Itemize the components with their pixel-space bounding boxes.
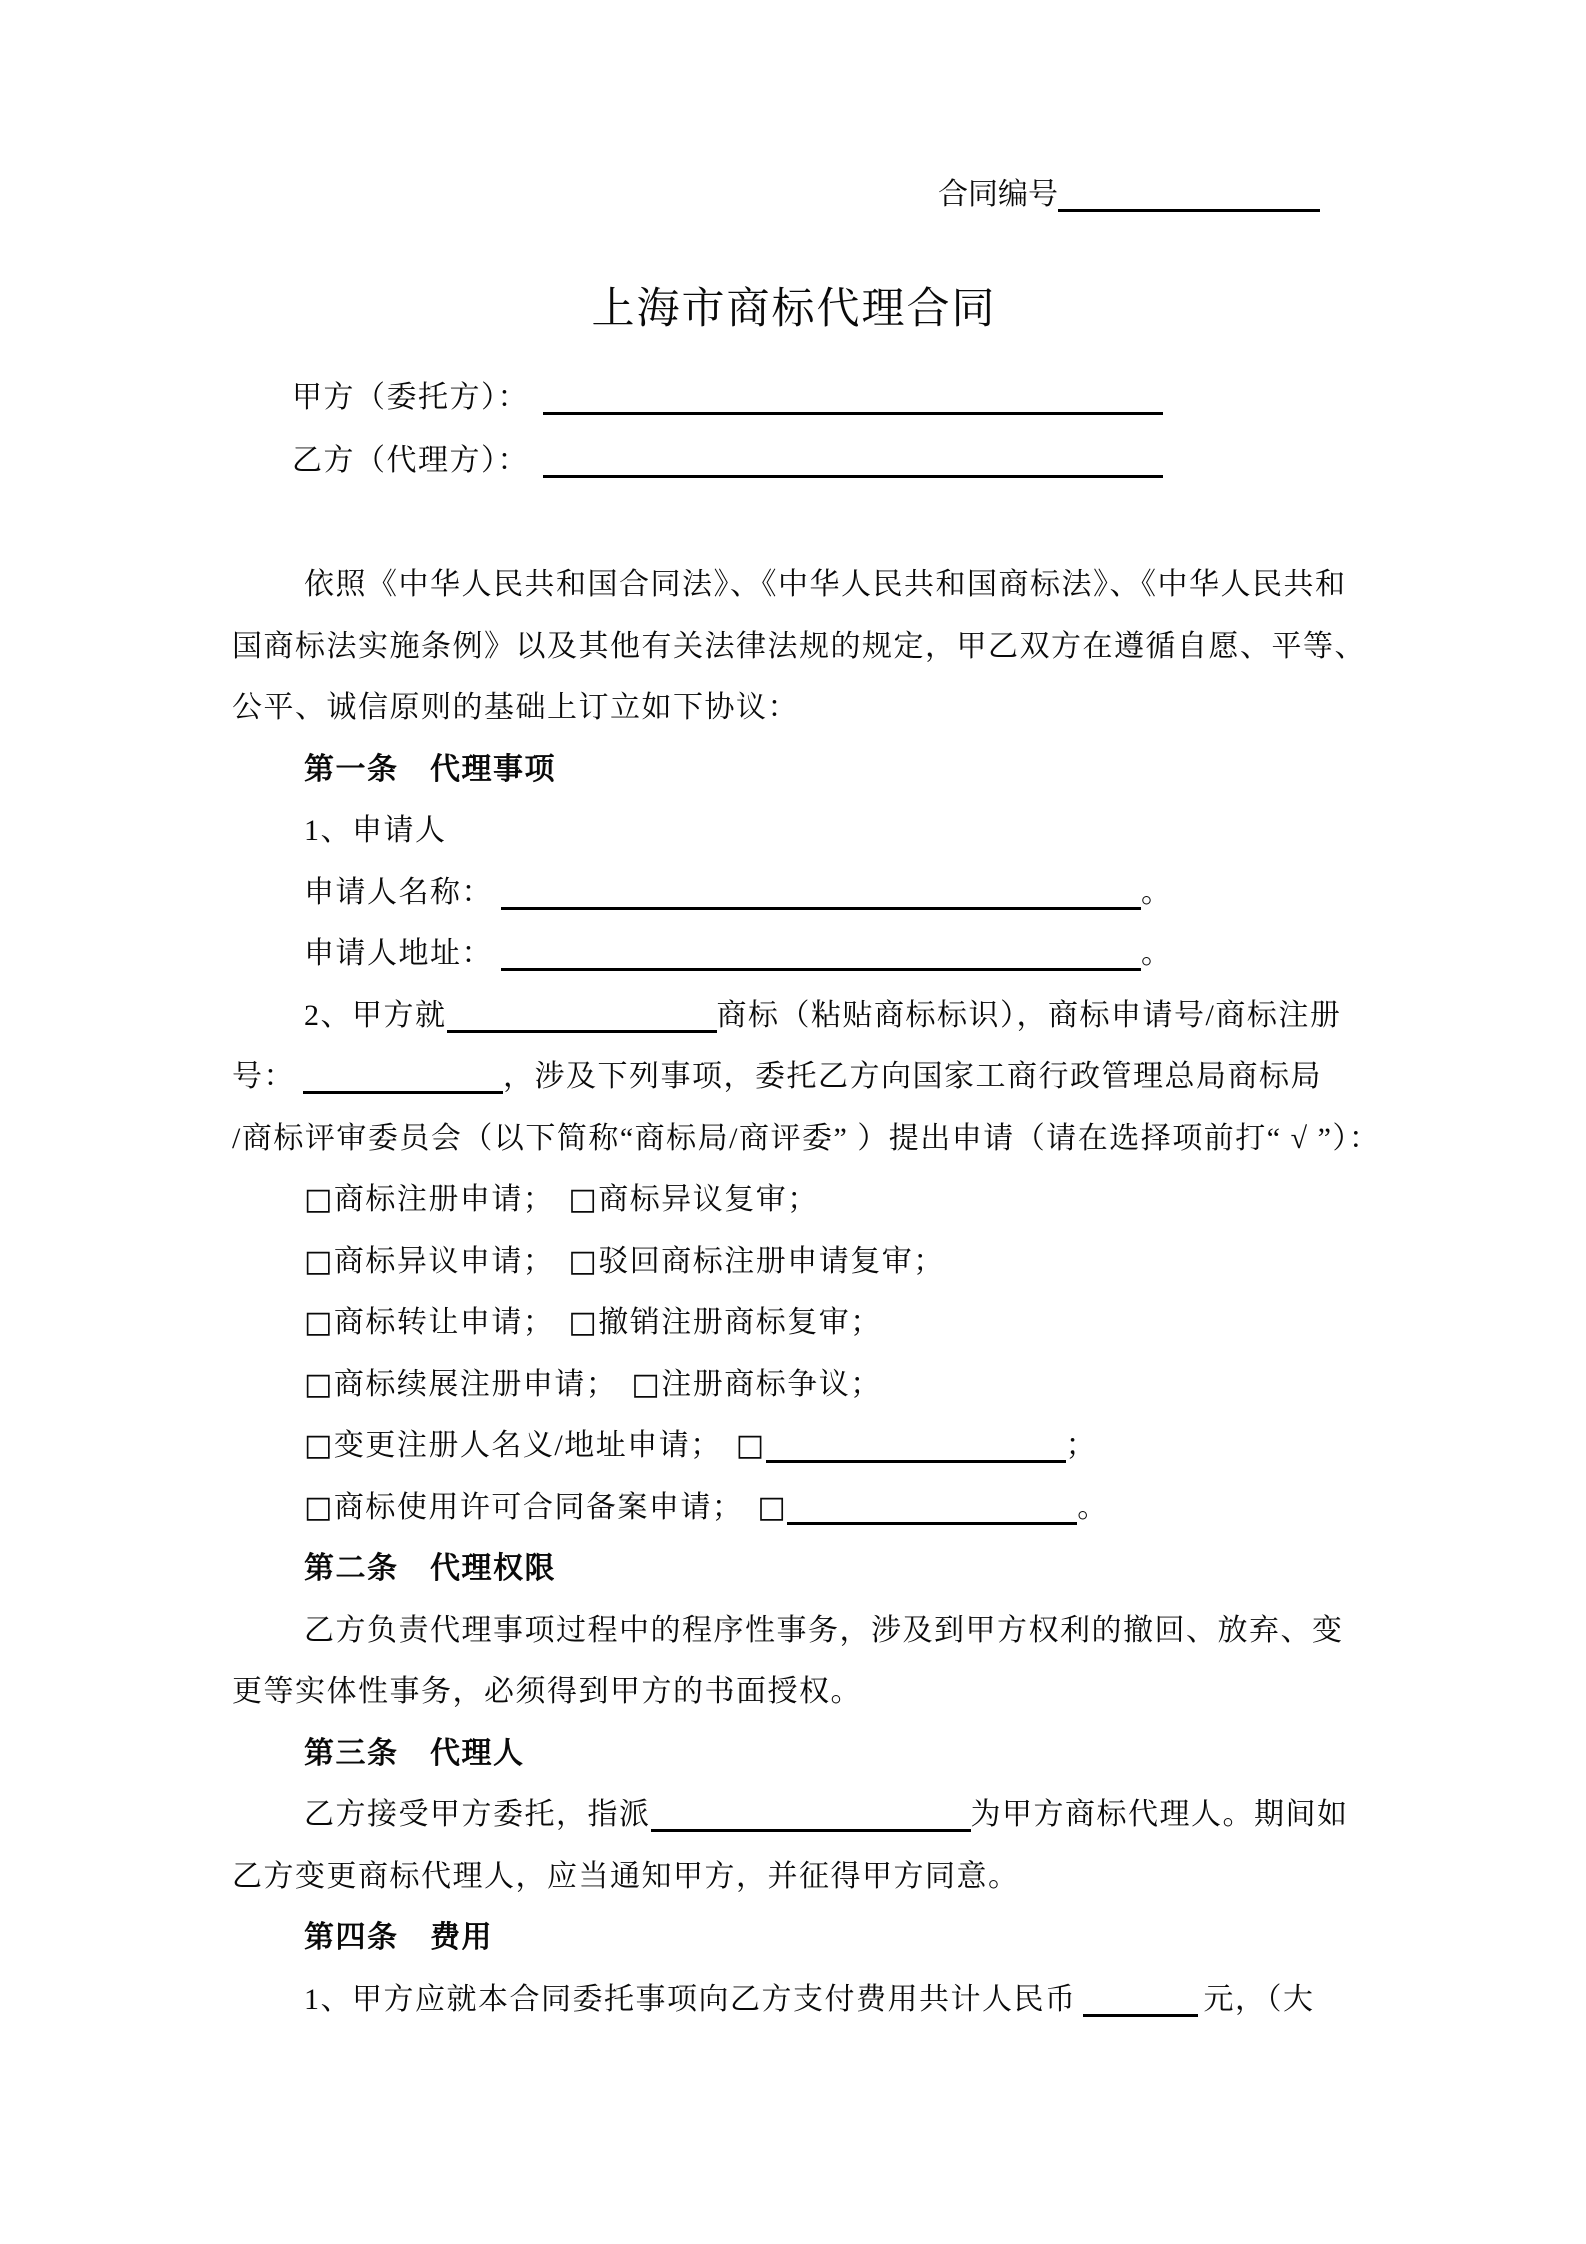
party-b-label: 乙方（代理方）：	[292, 444, 529, 477]
article-3-line-1	[232, 1784, 1586, 1846]
fee-amount-blank[interactable]	[1083, 2012, 1198, 2017]
article-3-heading: 第三条 代理人	[304, 1736, 525, 1770]
article-4-heading: 第四条 费用	[304, 1921, 493, 1954]
option-row-1	[232, 1169, 1586, 1231]
option-row-6	[232, 1477, 1586, 1539]
applicant-name-blank[interactable]	[501, 905, 1141, 910]
option-row-4	[232, 1354, 1586, 1416]
option-row-5	[232, 1415, 1586, 1477]
parties-block	[232, 366, 1586, 492]
clause-2-line-3: /商标评审委员会（以下简称“商标局/商评委” ）提出申请（请在选择项前打“ √ ”）：	[232, 1121, 1381, 1155]
checkbox-icon[interactable]: □	[757, 1489, 788, 1525]
preamble-line-2: 国商标法实施条例》以及其他有关法律法规的规定，甲乙双方在遵循自愿、平等、	[232, 629, 1366, 663]
contract-number-row	[232, 165, 1356, 225]
clause-2-text-c: ，涉及下列事项，委托乙方向国家工商行政管理总局商标局	[503, 1060, 1322, 1093]
registration-number-blank[interactable]	[303, 1089, 503, 1094]
option-label: 商标续展注册申请；	[333, 1367, 618, 1401]
checkbox-icon[interactable]: □	[568, 1305, 599, 1340]
party-a-blank[interactable]	[543, 410, 1163, 415]
option-label: 撤销注册商标复审；	[598, 1306, 882, 1339]
applicant-address-row	[232, 923, 1586, 985]
applicant-name-period: 。	[1141, 875, 1173, 909]
page-title: 上海市商标代理合同	[591, 285, 997, 333]
checkbox-icon[interactable]: □	[735, 1428, 766, 1463]
clause-2-regno-label: 号：	[232, 1060, 295, 1093]
option-row-3	[232, 1292, 1586, 1354]
checkbox-icon[interactable]: □	[304, 1489, 334, 1525]
article-3-text-a: 乙方接受甲方委托，指派	[304, 1798, 651, 1831]
applicant-address-blank[interactable]	[501, 966, 1141, 971]
clause-2-text-a: 2、甲方就	[304, 998, 447, 1032]
party-b-blank[interactable]	[543, 473, 1163, 478]
article-3-line-2: 乙方变更商标代理人，应当通知甲方，并征得甲方同意。	[232, 1859, 1020, 1893]
contract-number-blank[interactable]	[1058, 207, 1320, 212]
checkbox-icon[interactable]: □	[304, 1243, 334, 1279]
article-4-text-a: 1、甲方应就本合同委托事项向乙方支付费用共计人民币	[304, 1982, 1077, 2016]
applicant-address-period: 。	[1141, 937, 1173, 970]
article-4-line-1	[232, 1969, 1586, 2031]
applicant-address-label: 申请人地址：	[304, 937, 493, 970]
clause-2-line-1	[232, 985, 1586, 1047]
option-label: 商标异议复审；	[598, 1183, 819, 1216]
article-2-line-2: 更等实体性事务，必须得到甲方的书面授权。	[232, 1675, 862, 1708]
preamble-line-3: 公平、诚信原则的基础上订立如下协议：	[232, 691, 799, 724]
option-label: 商标转让申请；	[333, 1306, 555, 1339]
clause-2-text-b: 商标（粘贴商标标识），商标申请号/商标注册	[716, 998, 1342, 1032]
checkbox-icon[interactable]: □	[304, 1366, 334, 1402]
trademark-name-blank[interactable]	[447, 1028, 717, 1033]
article-4-text-b: 元，（大	[1203, 1982, 1315, 2016]
other-application-blank[interactable]	[766, 1458, 1066, 1463]
checkbox-icon[interactable]: □	[304, 1428, 334, 1463]
party-a-label: 甲方（委托方）：	[292, 381, 529, 414]
article-3-text-b: 为甲方商标代理人。期间如	[970, 1798, 1349, 1831]
contract-body	[232, 554, 1586, 2030]
clause-2-line-2	[232, 1046, 1586, 1108]
checkbox-icon[interactable]: □	[304, 1305, 334, 1340]
checkbox-icon[interactable]: □	[304, 1182, 334, 1217]
option-label: 注册商标争议；	[661, 1367, 882, 1401]
party-a-row	[232, 366, 1586, 429]
option-suffix: 。	[1077, 1490, 1109, 1524]
checkbox-icon[interactable]: □	[568, 1243, 599, 1279]
option-row-2	[232, 1231, 1586, 1293]
checkbox-icon[interactable]: □	[631, 1366, 662, 1402]
option-label: 变更注册人名义/地址申请；	[333, 1429, 722, 1462]
other-application-blank[interactable]	[787, 1520, 1077, 1525]
article-2-heading: 第二条 代理权限	[304, 1552, 556, 1585]
contract-number-label: 合同编号	[938, 178, 1058, 211]
option-label: 商标使用许可合同备案申请；	[333, 1490, 744, 1524]
article-1-item-1: 1、申请人	[304, 814, 447, 847]
option-suffix: ；	[1065, 1429, 1098, 1462]
checkbox-icon[interactable]: □	[568, 1182, 599, 1217]
applicant-name-row	[232, 862, 1586, 924]
option-label: 商标注册申请；	[333, 1183, 555, 1216]
option-label: 驳回商标注册申请复审；	[598, 1244, 945, 1278]
agent-name-blank[interactable]	[651, 1827, 971, 1832]
preamble-line-1: 依照《中华人民共和国合同法》、《中华人民共和国商标法》、《中华人民共和	[304, 568, 1347, 601]
applicant-name-label: 申请人名称：	[304, 875, 493, 909]
party-b-row	[232, 429, 1586, 492]
article-2-line-1: 乙方负责代理事项过程中的程序性事务，涉及到甲方权利的撤回、放弃、变	[304, 1613, 1344, 1647]
option-label: 商标异议申请；	[333, 1244, 555, 1278]
article-1-heading: 第一条 代理事项	[304, 752, 556, 786]
